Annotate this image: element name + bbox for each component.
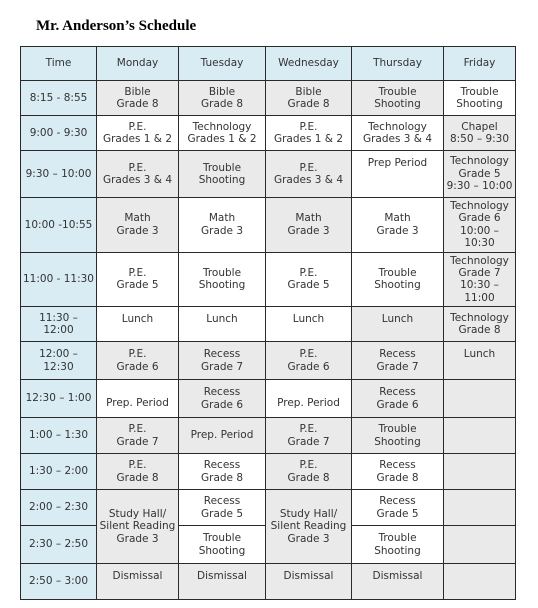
schedule-cell-fri: Technology Grade 5 9:30 – 10:00	[444, 151, 516, 198]
schedule-cell-wed: P.E. Grade 7	[266, 418, 352, 454]
schedule-cell-tue: Dismissal	[179, 564, 266, 600]
schedule-cell-tue: Math Grade 3	[179, 198, 266, 253]
table-row	[21, 418, 516, 454]
schedule-cell-wed: Math Grade 3	[266, 198, 352, 253]
table-row	[21, 81, 516, 116]
schedule-cell-wed: Study Hall/ Silent Reading Grade 3	[266, 490, 352, 564]
schedule-cell-fri	[444, 564, 516, 600]
table-row	[21, 252, 516, 307]
schedule-cell-tue: Recess Grade 7	[179, 342, 266, 380]
table-row	[21, 198, 516, 253]
schedule-cell-wed: P.E. Grades 3 & 4	[266, 151, 352, 198]
schedule-cell-thu: Dismissal	[352, 564, 444, 600]
schedule-cell-tue: Prep. Period	[179, 418, 266, 454]
time-cell: 9:30 – 10:00	[21, 151, 97, 198]
schedule-cell-fri: Lunch	[444, 342, 516, 380]
schedule-cell-mon: Bible Grade 8	[97, 81, 179, 116]
schedule-body	[21, 81, 516, 600]
table-row	[21, 454, 516, 490]
table-row	[21, 307, 516, 342]
time-cell: 2:00 – 2:30	[21, 490, 97, 526]
schedule-cell-mon: P.E. Grades 3 & 4	[97, 151, 179, 198]
header-wednesday: Wednesday	[266, 47, 352, 81]
schedule-cell-fri	[444, 490, 516, 526]
schedule-cell-tue: Trouble Shooting	[179, 151, 266, 198]
schedule-cell-tue: Recess Grade 8	[179, 454, 266, 490]
time-cell: 1:00 – 1:30	[21, 418, 97, 454]
schedule-cell-mon: Math Grade 3	[97, 198, 179, 253]
schedule-cell-mon: P.E. Grade 8	[97, 454, 179, 490]
table-row	[21, 490, 516, 526]
schedule-cell-tue: Bible Grade 8	[179, 81, 266, 116]
schedule-cell-fri: Trouble Shooting	[444, 81, 516, 116]
schedule-cell-thu: Trouble Shooting	[352, 252, 444, 307]
schedule-cell-fri: Technology Grade 6 10:00 – 10:30	[444, 198, 516, 253]
schedule-cell-mon: Dismissal	[97, 564, 179, 600]
schedule-cell-mon: P.E. Grade 6	[97, 342, 179, 380]
time-cell: 8:15 - 8:55	[21, 81, 97, 116]
schedule-cell-wed: Bible Grade 8	[266, 81, 352, 116]
schedule-cell-thu: Technology Grades 3 & 4	[352, 116, 444, 151]
schedule-cell-wed: Prep. Period	[266, 380, 352, 418]
schedule-cell-fri: Chapel 8:50 – 9:30	[444, 116, 516, 151]
schedule-cell-wed: P.E. Grade 6	[266, 342, 352, 380]
header-tuesday: Tuesday	[179, 47, 266, 81]
schedule-cell-thu: Trouble Shooting	[352, 81, 444, 116]
schedule-cell-tue: Recess Grade 6	[179, 380, 266, 418]
schedule-cell-tue: Trouble Shooting	[179, 526, 266, 564]
schedule-cell-wed: Dismissal	[266, 564, 352, 600]
schedule-cell-thu: Math Grade 3	[352, 198, 444, 253]
header-row	[21, 47, 516, 81]
schedule-cell-wed: P.E. Grade 5	[266, 252, 352, 307]
time-cell: 2:50 – 3:00	[21, 564, 97, 600]
schedule-cell-mon: Prep. Period	[97, 380, 179, 418]
schedule-cell-fri	[444, 454, 516, 490]
time-cell: 12:30 – 1:00	[21, 380, 97, 418]
schedule-cell-wed: P.E. Grade 8	[266, 454, 352, 490]
schedule-cell-thu: Lunch	[352, 307, 444, 342]
header-time: Time	[21, 47, 97, 81]
schedule-cell-fri	[444, 418, 516, 454]
schedule-cell-mon: P.E. Grades 1 & 2	[97, 116, 179, 151]
schedule-cell-thu: Recess Grade 8	[352, 454, 444, 490]
schedule-cell-mon: P.E. Grade 7	[97, 418, 179, 454]
schedule-cell-mon: P.E. Grade 5	[97, 252, 179, 307]
schedule-cell-wed: Lunch	[266, 307, 352, 342]
table-row	[21, 342, 516, 380]
schedule-cell-thu: Trouble Shooting	[352, 526, 444, 564]
schedule-cell-tue: Lunch	[179, 307, 266, 342]
schedule-cell-thu: Prep Period	[352, 151, 444, 198]
schedule-cell-tue: Recess Grade 5	[179, 490, 266, 526]
schedule-table	[20, 46, 516, 600]
header-monday: Monday	[97, 47, 179, 81]
schedule-cell-fri	[444, 526, 516, 564]
page-title: Mr. Anderson’s Schedule	[36, 18, 197, 34]
time-cell: 12:00 – 12:30	[21, 342, 97, 380]
schedule-cell-thu: Trouble Shooting	[352, 418, 444, 454]
time-cell: 11:30 – 12:00	[21, 307, 97, 342]
schedule-cell-thu: Recess Grade 5	[352, 490, 444, 526]
time-cell: 11:00 - 11:30	[21, 252, 97, 307]
table-row	[21, 116, 516, 151]
table-row	[21, 151, 516, 198]
schedule-cell-mon: Lunch	[97, 307, 179, 342]
schedule-cell-tue: Trouble Shooting	[179, 252, 266, 307]
schedule-cell-fri: Technology Grade 8	[444, 307, 516, 342]
table-row	[21, 380, 516, 418]
time-cell: 1:30 – 2:00	[21, 454, 97, 490]
time-cell: 10:00 -10:55	[21, 198, 97, 253]
header-thursday: Thursday	[352, 47, 444, 81]
schedule-cell-fri: Technology Grade 7 10:30 – 11:00	[444, 252, 516, 307]
schedule-cell-fri	[444, 380, 516, 418]
schedule-cell-mon: Study Hall/ Silent Reading Grade 3	[97, 490, 179, 564]
table-row	[21, 564, 516, 600]
schedule-cell-thu: Recess Grade 7	[352, 342, 444, 380]
schedule-cell-thu: Recess Grade 6	[352, 380, 444, 418]
schedule-cell-wed: P.E. Grades 1 & 2	[266, 116, 352, 151]
time-cell: 2:30 – 2:50	[21, 526, 97, 564]
header-friday: Friday	[444, 47, 516, 81]
time-cell: 9:00 - 9:30	[21, 116, 97, 151]
schedule-cell-tue: Technology Grades 1 & 2	[179, 116, 266, 151]
